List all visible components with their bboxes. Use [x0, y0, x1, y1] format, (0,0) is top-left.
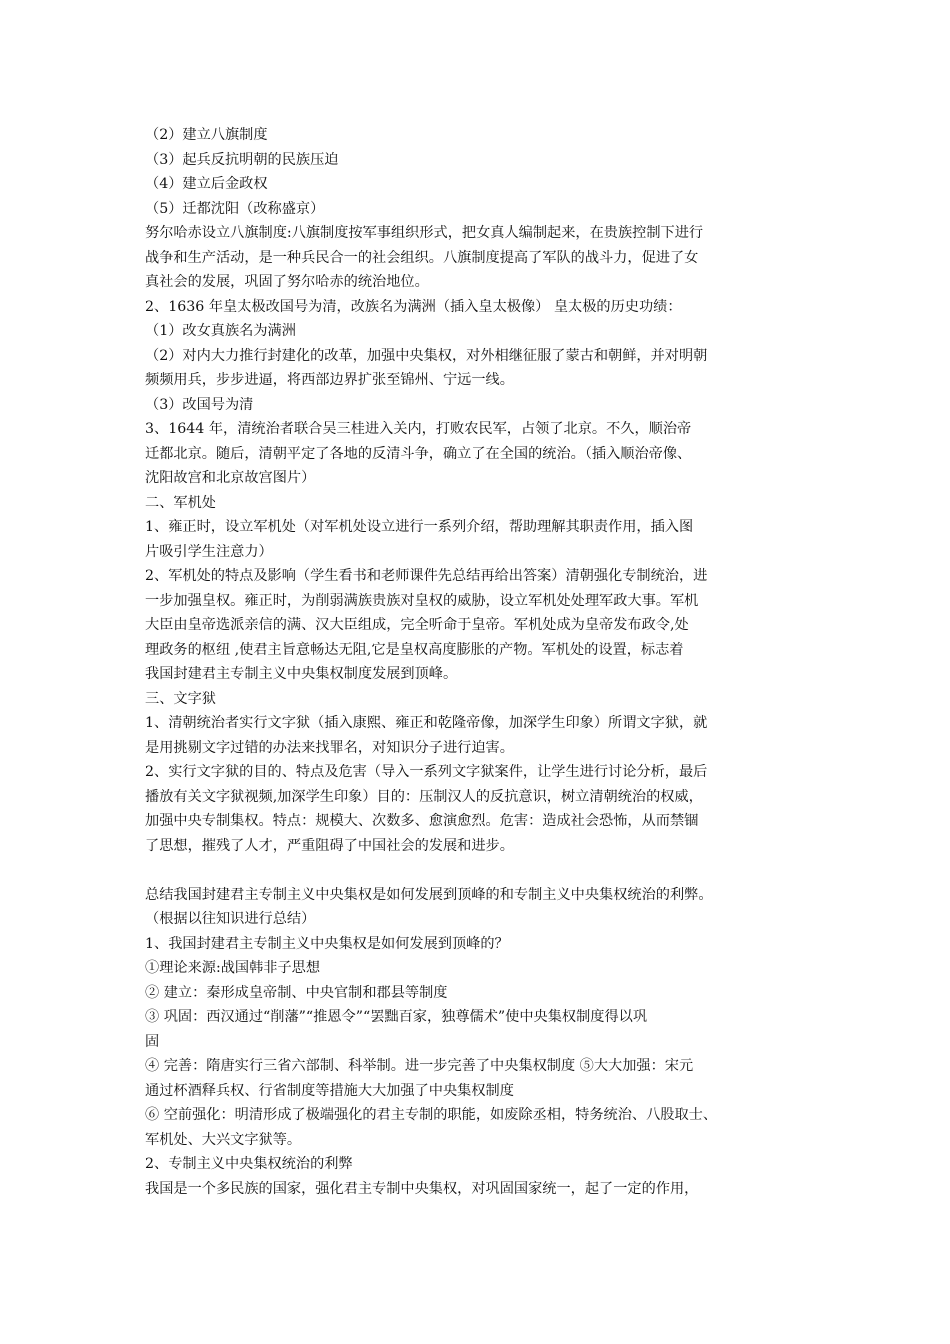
text-line: 3、1644 年，清统治者联合吴三桂进入关内，打败农民军，占领了北京。不久，顺治帝	[145, 421, 692, 437]
text-line: （1）改女真族名为满洲	[145, 323, 296, 339]
text-line: 1、雍正时，设立军机处（对军机处设立进行一系列介绍，帮助理解其职责作用，插入图	[145, 519, 694, 535]
text-line: 三、文字狱	[145, 690, 216, 707]
text-line: 努尔哈赤设立八旗制度:八旗制度按军事组织形式，把女真人编制起来，在贵族控制下进行	[145, 225, 704, 241]
text-line: （2）建立八旗制度	[145, 127, 268, 143]
text-line: 总结我国封建君主专制主义中央集权是如何发展到顶峰的和专制主义中央集权统治的利弊。	[145, 886, 713, 903]
text-line: （根据以往知识进行总结）	[145, 911, 316, 927]
text-line: 加强中央专制集权。特点：规模大、次数多、愈演愈烈。危害：造成社会恐怖，从而禁锢	[145, 813, 699, 829]
text-line: 一步加强皇权。雍正时，为削弱满族贵族对皇权的威胁，设立军机处处理军政大事。军机	[145, 592, 699, 609]
text-line: （3）起兵反抗明朝的民族压迫	[145, 151, 339, 168]
text-line: 1、我国封建君主专制主义中央集权是如何发展到顶峰的？	[145, 935, 509, 952]
text-line: 2、实行文字狱的目的、特点及危害（导入一系列文字狱案件，让学生进行讨论分析，最后	[145, 764, 708, 780]
text-line: 1、清朝统治者实行文字狱（插入康熙、雍正和乾隆帝像，加深学生印象）所谓文字狱，就	[145, 715, 708, 731]
document-body	[145, 123, 825, 1201]
text-line: ② 建立：秦形成皇帝制、中央官制和郡县等制度	[145, 984, 448, 1001]
text-line: 2、军机处的特点及影响（学生看书和老师课件先总结再给出答案）清朝强化专制统治，进	[145, 568, 708, 584]
text-line: 沈阳故宫和北京故宫图片）	[145, 470, 316, 486]
text-line: （4）建立后金政权	[145, 176, 268, 192]
text-line: ⑥ 空前强化：明清形成了极端强化的君主专制的职能，如废除丞相，特务统治、八股取士、	[145, 1107, 718, 1123]
text-line: （5）迁都沈阳（改称盛京）	[145, 200, 325, 217]
text-line: 是用挑剔文字过错的办法来找罪名，对知识分子进行迫害。	[145, 739, 514, 756]
text-line: 二、军机处	[145, 494, 216, 511]
text-line: 频频用兵，步步进逼，将西部边界扩张至锦州、宁远一线。	[145, 372, 514, 388]
text-line: 迁都北京。随后，清朝平定了各地的反清斗争，确立了在全国的统治。（插入顺治帝像、	[145, 445, 692, 462]
text-line: 军机处、大兴文字狱等。	[145, 1131, 302, 1148]
text-line: 战争和生产活动，是一种兵民合一的社会组织。八旗制度提高了军队的战斗力，促进了女	[145, 249, 699, 266]
text-line: 大臣由皇帝选派亲信的满、汉大臣组成，完全听命于皇帝。军机处成为皇帝发布政令,处	[145, 617, 689, 633]
text-line: 2、专制主义中央集权统治的利弊	[145, 1156, 353, 1172]
text-line: 片吸引学生注意力）	[145, 543, 273, 560]
blank-line	[145, 858, 825, 883]
text-line: ①理论来源:战国韩非子思想	[145, 960, 321, 976]
text-line: 固	[145, 1033, 160, 1050]
text-line: ③ 巩固：西汉通过“削藩”“推恩令”“罢黜百家，独尊儒术”使中央集权制度得以巩	[145, 1009, 648, 1025]
text-line: （3）改国号为清	[145, 396, 254, 413]
text-line: 我国封建君主专制主义中央集权制度发展到顶峰。	[145, 666, 458, 682]
text-line: 真社会的发展，巩固了努尔哈赤的统治地位。	[145, 274, 429, 290]
text-line: ④ 完善：隋唐实行三省六部制、科举制。进一步完善了中央集权制度 ⑤大大加强：宋元	[145, 1058, 694, 1074]
text-line: 播放有关文字狱视频,加深学生印象）目的：压制汉人的反抗意识，树立清朝统治的权威，	[145, 788, 703, 805]
text-line: 2、1636 年皇太极改国号为清，改族名为满洲（插入皇太极像） 皇太极的历史功绩：	[145, 298, 682, 315]
text-line: （2）对内大力推行封建化的改革，加强中央集权，对外相继征服了蒙古和朝鲜，并对明朝	[145, 347, 708, 364]
text-line: 理政务的枢纽 ,使君主旨意畅达无阻,它是皇权高度膨胀的产物。军机处的设置，标志着	[145, 641, 684, 658]
text-line: 了思想，摧残了人才，严重阻碍了中国社会的发展和进步。	[145, 837, 514, 854]
text-line: 通过杯酒释兵权、行省制度等措施大大加强了中央集权制度	[145, 1082, 514, 1099]
text-line: 我国是一个多民族的国家，强化君主专制中央集权，对巩固国家统一，起了一定的作用，	[145, 1180, 699, 1197]
